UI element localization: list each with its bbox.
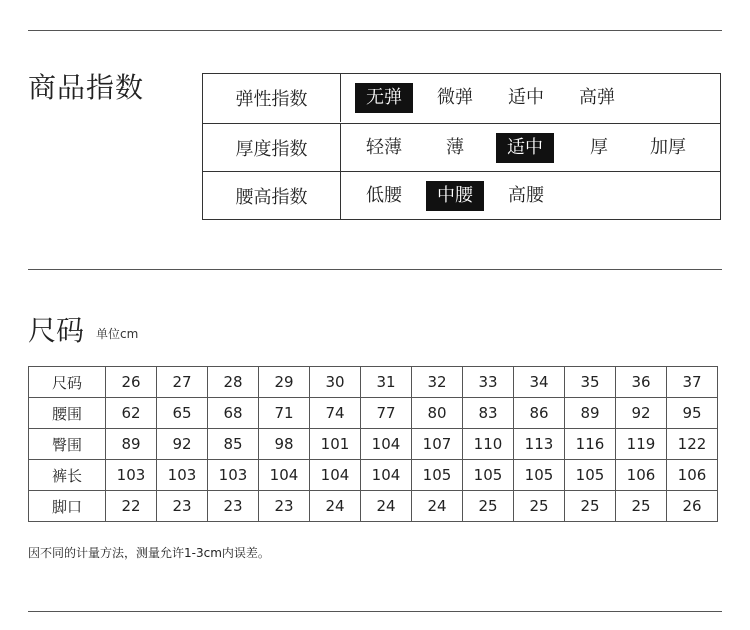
table-cell: 95 [667,398,718,429]
table-cell: 80 [412,398,463,429]
table-row [29,398,718,429]
table-cell: 106 [616,460,667,491]
index-option: 加厚 [650,137,686,158]
table-cell: 86 [514,398,565,429]
table-cell: 28 [208,367,259,398]
table-cell: 24 [310,491,361,522]
table-cell: 68 [208,398,259,429]
table-cell: 116 [565,429,616,460]
table-cell: 37 [667,367,718,398]
divider-bottom [28,611,722,612]
index-option: 适中 [508,87,544,108]
table-cell: 107 [412,429,463,460]
index-option-selected: 无弹 [355,83,413,113]
table-cell: 33 [463,367,514,398]
table-cell: 122 [667,429,718,460]
table-cell: 62 [106,398,157,429]
index-option: 低腰 [366,185,402,206]
table-cell: 24 [412,491,463,522]
table-cell: 34 [514,367,565,398]
table-cell: 31 [361,367,412,398]
row-header: 脚口 [29,491,106,522]
table-row [29,429,718,460]
index-option: 薄 [446,137,464,158]
index-option-selected: 中腰 [426,181,484,211]
table-cell: 92 [616,398,667,429]
table-cell: 110 [463,429,514,460]
table-cell: 105 [463,460,514,491]
table-cell: 85 [208,429,259,460]
table-cell: 71 [259,398,310,429]
table-cell: 98 [259,429,310,460]
table-cell: 119 [616,429,667,460]
table-cell: 105 [412,460,463,491]
table-cell: 104 [259,460,310,491]
index-row-label: 弹性指数 [203,74,341,122]
table-cell: 22 [106,491,157,522]
table-cell: 23 [259,491,310,522]
table-cell: 77 [361,398,412,429]
table-cell: 113 [514,429,565,460]
table-cell: 103 [106,460,157,491]
size-chart-title: 尺码 [28,314,85,347]
table-cell: 92 [157,429,208,460]
measurement-note: 因不同的计量方法，测量允许1-3cm内误差。 [28,546,270,560]
divider-top [28,30,722,31]
table-cell: 103 [157,460,208,491]
product-index-title: 商品指数 [28,71,145,104]
table-cell: 26 [667,491,718,522]
table-row [29,460,718,491]
table-cell: 36 [616,367,667,398]
size-unit-label: 单位cm [96,327,139,341]
table-row [29,491,718,522]
table-cell: 23 [208,491,259,522]
table-cell: 89 [106,429,157,460]
table-cell: 89 [565,398,616,429]
product-index-table [202,73,721,220]
table-cell: 105 [514,460,565,491]
index-row-thickness [203,123,720,172]
table-cell: 104 [361,460,412,491]
table-cell: 30 [310,367,361,398]
table-cell: 104 [310,460,361,491]
table-cell: 29 [259,367,310,398]
table-cell: 101 [310,429,361,460]
table-cell: 83 [463,398,514,429]
table-cell: 65 [157,398,208,429]
table-cell: 104 [361,429,412,460]
table-cell: 24 [361,491,412,522]
row-header: 臀围 [29,429,106,460]
table-cell: 106 [667,460,718,491]
table-cell: 103 [208,460,259,491]
row-header: 尺码 [29,367,106,398]
table-cell: 25 [514,491,565,522]
index-option: 厚 [590,137,608,158]
table-cell: 74 [310,398,361,429]
row-header: 腰围 [29,398,106,429]
index-option: 轻薄 [366,137,402,158]
index-option: 高腰 [508,185,544,206]
table-cell: 105 [565,460,616,491]
table-cell: 25 [565,491,616,522]
table-cell: 25 [463,491,514,522]
divider-middle [28,269,722,270]
table-cell: 27 [157,367,208,398]
index-row-label: 厚度指数 [203,124,341,172]
index-row-label: 腰高指数 [203,172,341,220]
table-row [29,367,718,398]
table-cell: 23 [157,491,208,522]
table-cell: 25 [616,491,667,522]
table-cell: 26 [106,367,157,398]
index-option: 高弹 [579,87,615,108]
table-cell: 32 [412,367,463,398]
table-cell: 35 [565,367,616,398]
index-row-waist-height [203,171,720,220]
index-row-elasticity [203,74,720,122]
index-option: 微弹 [437,87,473,108]
index-option-selected: 适中 [496,133,554,163]
row-header: 裤长 [29,460,106,491]
size-table [28,366,718,522]
